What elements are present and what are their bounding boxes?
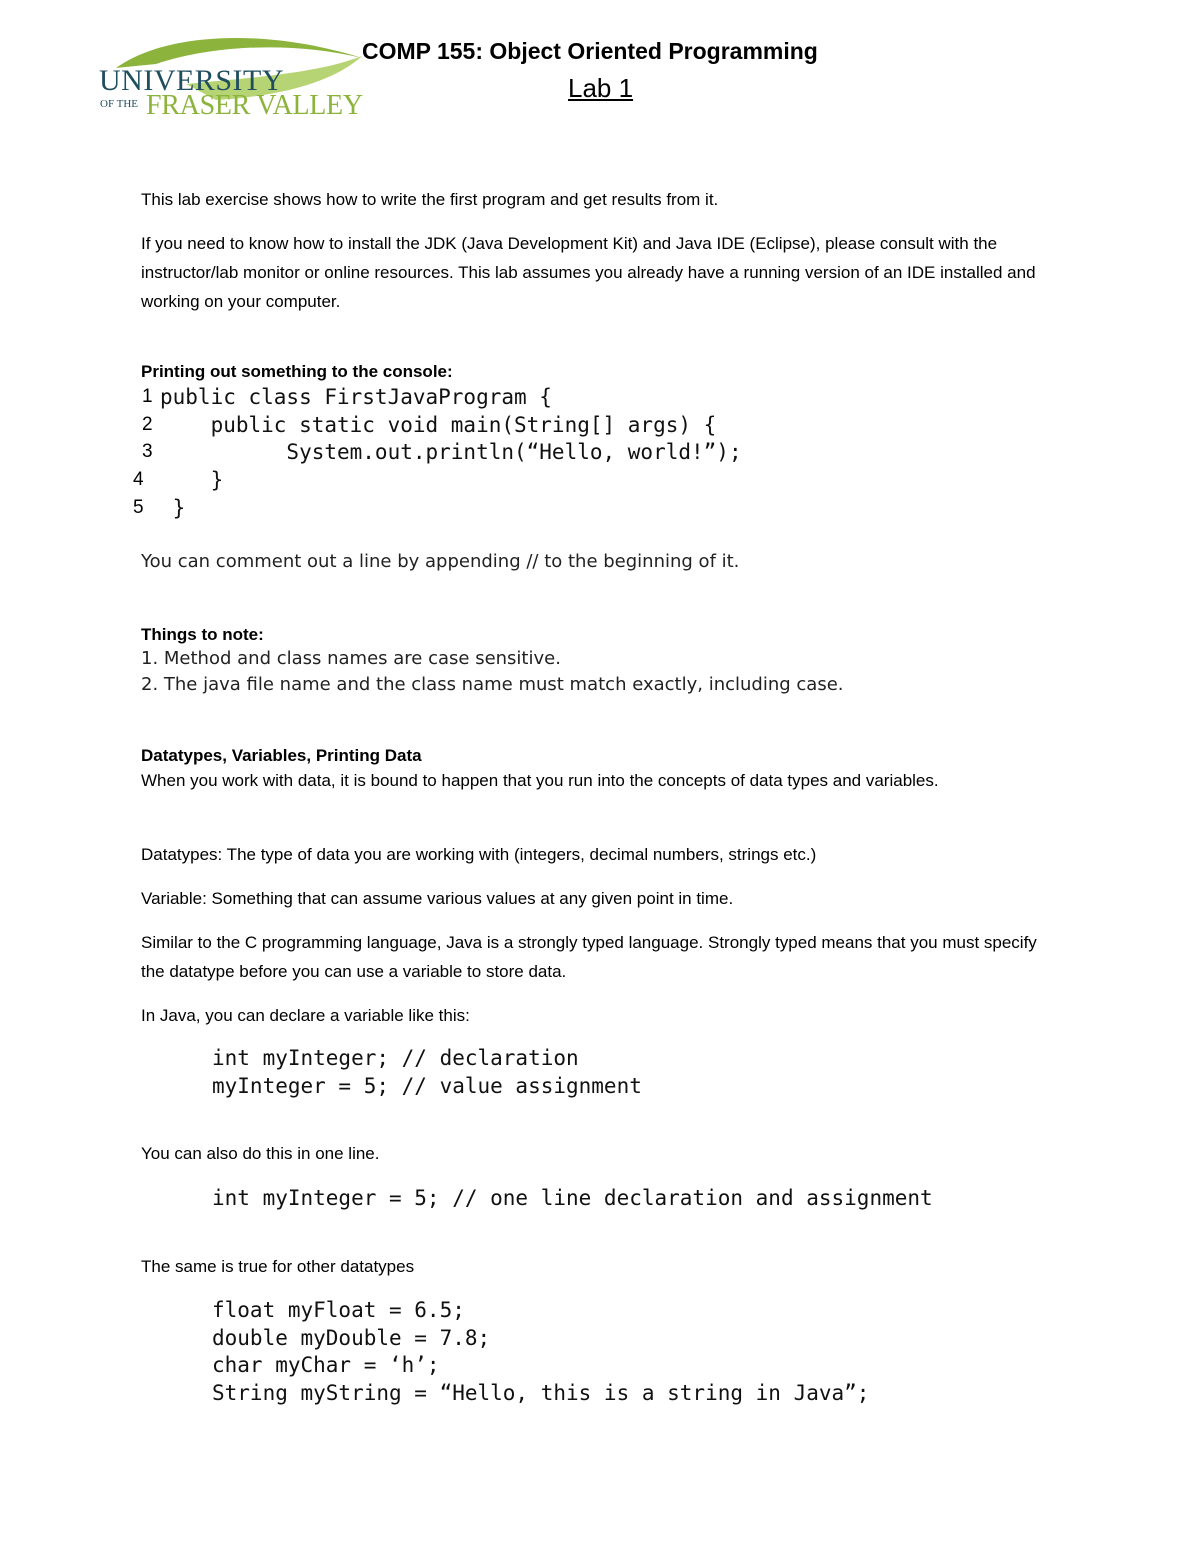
datatypes-paragraph-2: Datatypes: The type of data you are working with (integers, decimal numbers, strings etc.) <box>141 845 817 864</box>
comment-note: You can comment out a line by appending // to the beginning of it. <box>141 551 740 572</box>
datatypes-paragraph-4: Similar to the C programming language, Java is a strongly typed language. Strongly typed means that you must specify the datatype before you can use a variable to store data. <box>141 933 1037 981</box>
datatypes-paragraph-5: In Java, you can declare a variable like this: <box>141 1006 470 1025</box>
line-number: 1 <box>142 386 153 407</box>
printing-heading: Printing out something to the console: <box>141 362 453 381</box>
logo-ofthe-text: OF THE <box>100 98 138 110</box>
code-line: char myChar = ‘h’; <box>212 1353 440 1377</box>
logo-fraser-valley-text: FRASER VALLEY <box>146 90 363 121</box>
code-line: myInteger = 5; // value assignment <box>212 1074 642 1098</box>
lab-title: Lab 1 <box>568 73 634 103</box>
line-number: 3 <box>142 441 153 462</box>
code-line: int myInteger; // declaration <box>212 1046 579 1070</box>
datatypes-heading: Datatypes, Variables, Printing Data <box>141 746 422 765</box>
intro-paragraph-1: This lab exercise shows how to write the first program and get results from it. <box>141 190 719 209</box>
code-line: double myDouble = 7.8; <box>212 1326 491 1350</box>
code-line: } <box>160 496 186 520</box>
note-item: 2. The java file name and the class name must match exactly, including case. <box>141 674 844 695</box>
datatypes-paragraph-3: Variable: Something that can assume various values at any given point in time. <box>141 889 734 908</box>
code-line: String myString = “Hello, this is a string in Java”; <box>212 1381 870 1405</box>
line-number: 5 <box>133 497 144 518</box>
code-line: public class FirstJavaProgram { <box>160 385 552 409</box>
code-line: System.out.println(“Hello, world!”); <box>160 440 742 464</box>
datatypes-paragraph-7: The same is true for other datatypes <box>141 1257 415 1276</box>
intro-paragraph-2: If you need to know how to install the JDK (Java Development Kit) and Java IDE (Eclipse), please consult with the instructor/lab monitor or online resources. This lab assumes you already have a running version of an IDE installed and working on your computer. <box>141 234 1036 311</box>
datatypes-paragraph-6: You can also do this in one line. <box>141 1144 380 1163</box>
course-title: COMP 155: Object Oriented Programming <box>362 38 818 64</box>
logo-university-text: UNIVERSITY <box>99 64 284 97</box>
line-number: 4 <box>133 469 144 490</box>
code-line: int myInteger = 5; // one line declaration and assignment <box>212 1186 933 1210</box>
code-line: float myFloat = 6.5; <box>212 1298 465 1322</box>
note-item: 1. Method and class names are case sensitive. <box>141 648 561 669</box>
notes-heading: Things to note: <box>141 625 264 644</box>
line-number: 2 <box>142 414 153 435</box>
code-line: public static void main(String[] args) { <box>160 413 717 437</box>
code-line: } <box>160 468 224 492</box>
datatypes-paragraph-1: When you work with data, it is bound to happen that you run into the concepts of data types and variables. <box>141 771 939 790</box>
university-logo <box>96 34 366 126</box>
